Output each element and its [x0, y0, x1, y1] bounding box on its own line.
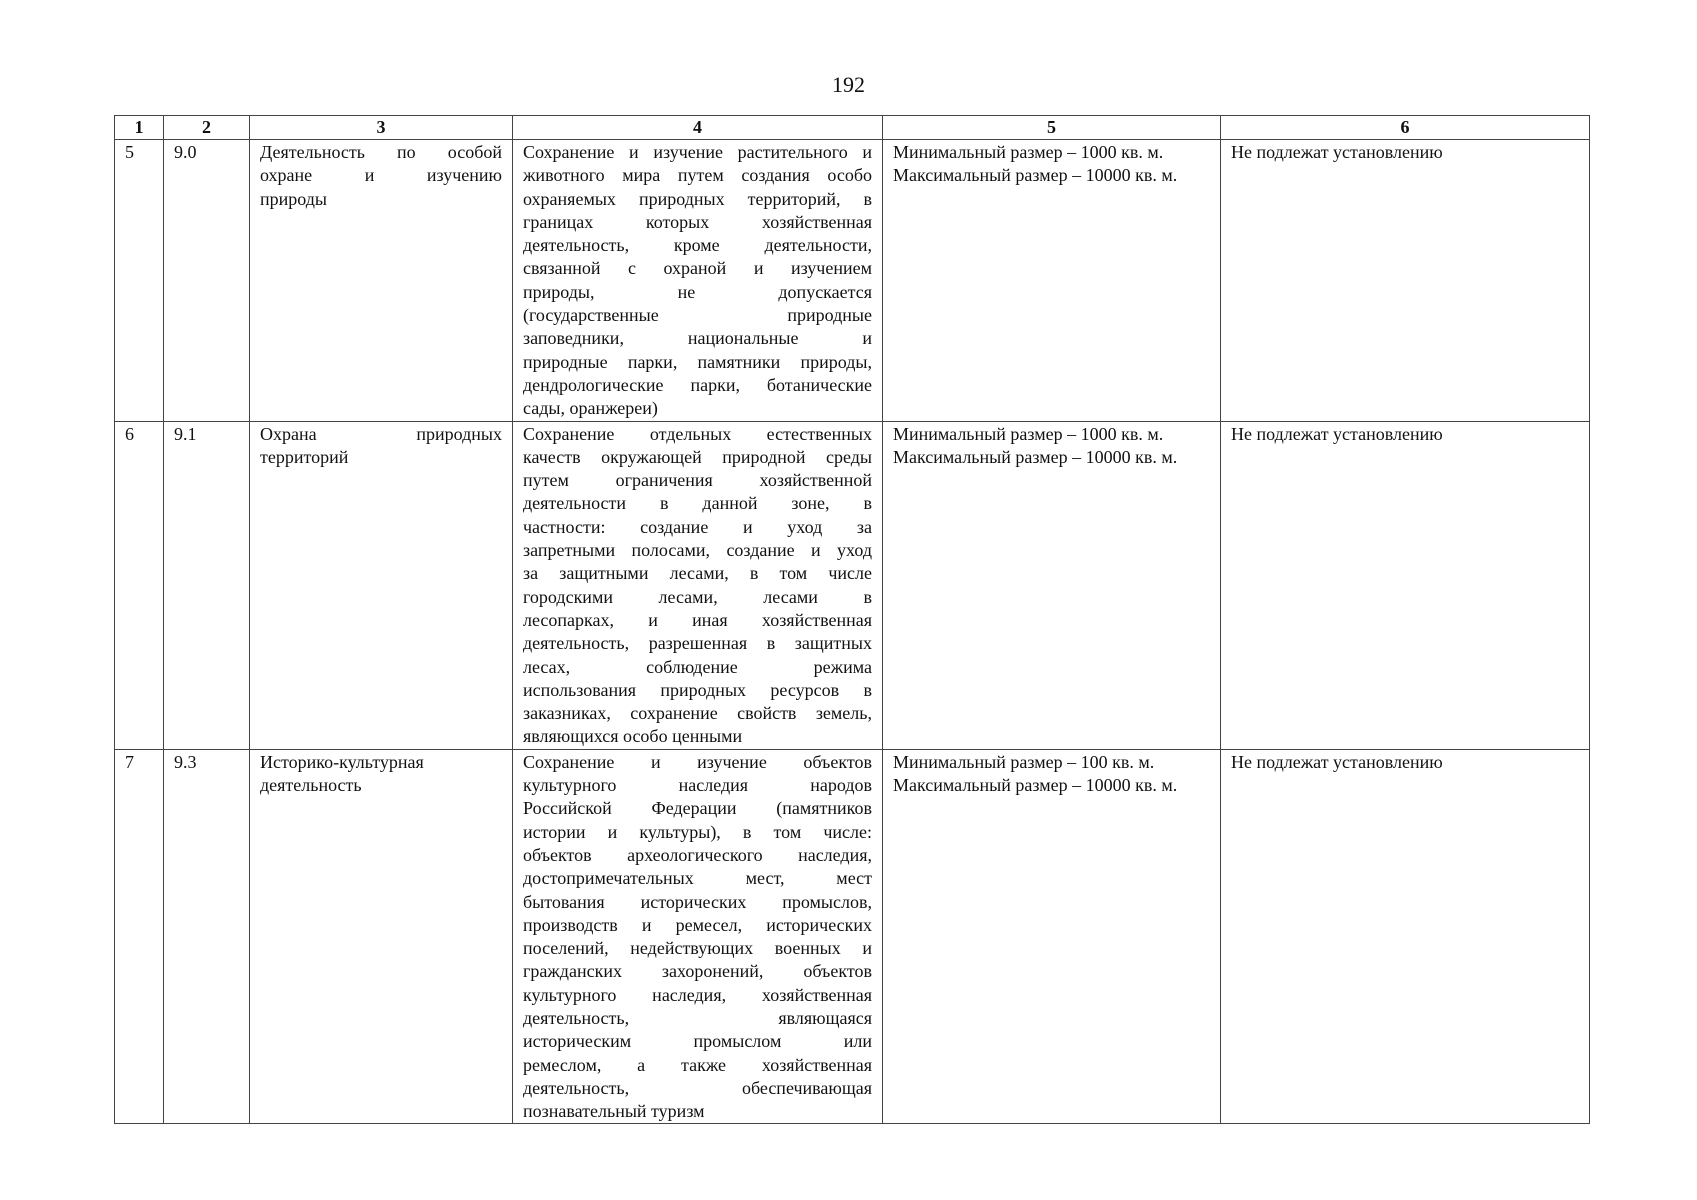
use-code-cell: 9.3	[164, 749, 250, 1124]
use-description-line: Сохранение и изучение растительного и	[523, 142, 872, 162]
use-description-line: истории и культуры), в том числе:	[523, 821, 872, 842]
use-description-line: деятельность, являющаяся	[523, 1007, 872, 1028]
column-header-2: 2	[164, 116, 250, 140]
use-code-cell: 9.1	[164, 421, 250, 749]
plot-size-max: Максимальный размер – 10000 кв. м.	[893, 165, 1178, 186]
use-description-line: ремеслом, а также хозяйственная	[523, 1054, 872, 1075]
use-name-line: охране и изучению	[260, 165, 502, 186]
use-description-line: деятельность, обеспечивающая	[523, 1077, 872, 1098]
use-description-cell	[513, 140, 883, 422]
column-header-3: 3	[250, 116, 513, 140]
use-name-line: деятельность	[260, 775, 362, 796]
use-name-line: Историко-культурная	[260, 751, 424, 772]
use-name-line: Охрана природных	[260, 423, 502, 444]
table-row	[115, 749, 1590, 1124]
table-header-row	[115, 116, 1590, 140]
plot-size-cell	[883, 421, 1221, 749]
limits-cell: Не подлежат установлению	[1221, 749, 1590, 1124]
use-description-line: использования природных ресурсов в	[523, 679, 872, 700]
use-description-line: бытования исторических промыслов,	[523, 891, 872, 912]
limits-cell: Не подлежат установлению	[1221, 421, 1590, 749]
use-description-line: заповедники, национальные и	[523, 328, 872, 349]
use-description-line: запретными полосами, создание и уход	[523, 540, 872, 561]
use-description-line: объектов археологического наследия,	[523, 844, 872, 865]
use-description-line: охраняемых природных территорий, в	[523, 188, 872, 209]
use-description-line: поселений, недействующих военных и	[523, 938, 872, 959]
row-number-cell: 6	[115, 421, 164, 749]
use-description-line: культурного наследия, хозяйственная	[523, 984, 872, 1005]
row-number-cell: 5	[115, 140, 164, 422]
use-description-line: сады, оранжереи)	[523, 398, 658, 419]
page-number: 192	[832, 72, 865, 97]
plot-size-max: Максимальный размер – 10000 кв. м.	[893, 775, 1178, 796]
plot-size-max: Максимальный размер – 10000 кв. м.	[893, 446, 1178, 467]
use-description-line: частности: создание и уход за	[523, 516, 872, 537]
plot-size-min: Минимальный размер – 1000 кв. м.	[893, 423, 1164, 444]
use-description-line: достопримечательных мест, мест	[523, 868, 872, 889]
use-description-line: заказниках, сохранение свойств земель,	[523, 703, 872, 724]
use-description-line: природные парки, памятники природы,	[523, 351, 872, 372]
limits-cell: Не подлежат установлению	[1221, 140, 1590, 422]
land-use-table	[114, 115, 1590, 1124]
plot-size-min: Минимальный размер – 100 кв. м.	[893, 751, 1155, 772]
plot-size-cell	[883, 749, 1221, 1124]
use-description-line: являющихся особо ценными	[523, 726, 743, 747]
use-description-line: историческим промыслом или	[523, 1031, 872, 1052]
row-number-cell: 7	[115, 749, 164, 1124]
use-description-line: Сохранение и изучение объектов	[523, 751, 872, 772]
use-description-line: деятельность, разрешенная в защитных	[523, 633, 872, 654]
column-header-1: 1	[115, 116, 164, 140]
use-description-line: познавательный туризм	[523, 1101, 705, 1122]
column-header-5: 5	[883, 116, 1221, 140]
column-header-4: 4	[513, 116, 883, 140]
use-description-cell	[513, 749, 883, 1124]
use-description-line: городскими лесами, лесами в	[523, 586, 872, 607]
use-description-line: животного мира путем создания особо	[523, 165, 872, 186]
use-code-cell: 9.0	[164, 140, 250, 422]
column-header-6: 6	[1221, 116, 1590, 140]
use-description-line: природы, не допускается	[523, 281, 872, 302]
use-description-line: Сохранение отдельных естественных	[523, 423, 872, 444]
use-description-line: гражданских захоронений, объектов	[523, 961, 872, 982]
plot-size-cell	[883, 140, 1221, 422]
use-description-cell	[513, 421, 883, 749]
use-description-line: качеств окружающей природной среды	[523, 446, 872, 467]
use-name-cell	[250, 421, 513, 749]
use-name-line: территорий	[260, 446, 349, 467]
table-row	[115, 140, 1590, 422]
use-description-line: деятельность, кроме деятельности,	[523, 235, 872, 256]
use-name-cell	[250, 749, 513, 1124]
use-name-line: природы	[260, 188, 327, 209]
use-description-line: (государственные природные	[523, 305, 872, 326]
use-name-cell	[250, 140, 513, 422]
table-row	[115, 421, 1590, 749]
use-description-line: границах которых хозяйственная	[523, 211, 872, 232]
plot-size-min: Минимальный размер – 1000 кв. м.	[893, 142, 1164, 162]
use-description-line: путем ограничения хозяйственной	[523, 470, 872, 491]
use-description-line: дендрологические парки, ботанические	[523, 374, 872, 395]
use-description-line: деятельности в данной зоне, в	[523, 493, 872, 514]
use-name-line: Деятельность по особой	[260, 142, 502, 162]
table-body	[115, 140, 1590, 1124]
use-description-line: производств и ремесел, исторических	[523, 914, 872, 935]
use-description-line: культурного наследия народов	[523, 775, 872, 796]
use-description-line: связанной с охраной и изучением	[523, 258, 872, 279]
use-description-line: за защитными лесами, в том числе	[523, 563, 872, 584]
use-description-line: Российской Федерации (памятников	[523, 798, 872, 819]
use-description-line: лесопарках, и иная хозяйственная	[523, 609, 872, 630]
use-description-line: лесах, соблюдение режима	[523, 656, 872, 677]
